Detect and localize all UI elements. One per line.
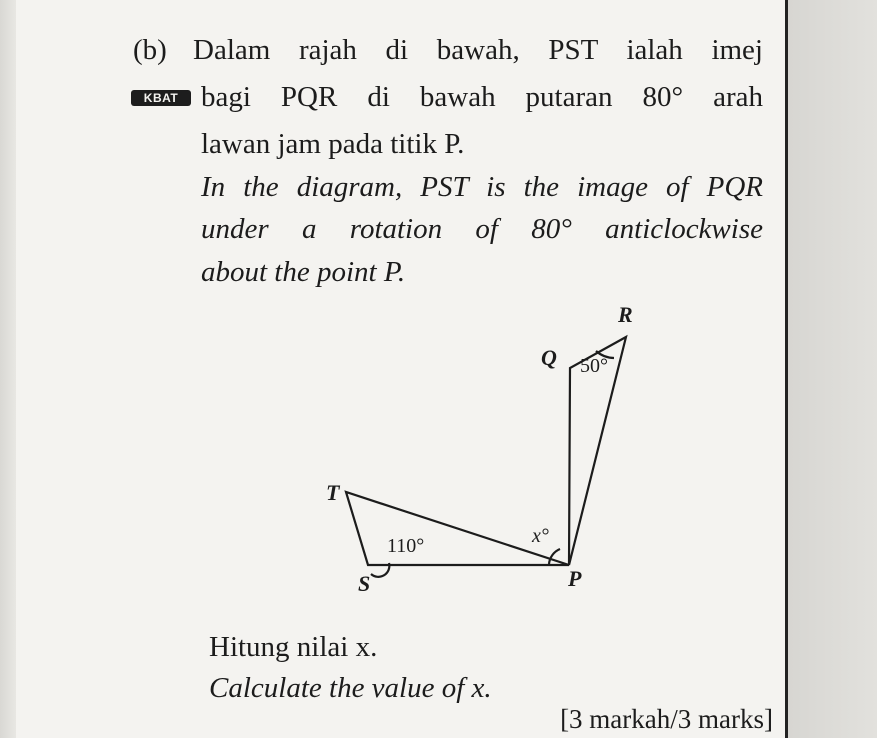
english-line-2: under a rotation of 80° anticlockwise xyxy=(201,213,763,245)
label-p: P xyxy=(568,566,582,591)
malay-line-1: Dalam rajah di bawah, PST ialah imej xyxy=(193,34,763,66)
english-line-1: In the diagram, PST is the image of PQR xyxy=(201,171,763,203)
english-line-3: about the point P. xyxy=(201,256,406,288)
instruction-english: Calculate the value of x. xyxy=(209,672,492,704)
kbat-badge: KBAT xyxy=(131,90,191,106)
malay-line-3: lawan jam pada titik P. xyxy=(201,128,465,160)
label-t: T xyxy=(326,480,340,505)
angle-value-s: 110° xyxy=(387,535,425,557)
marks-allocation: [3 markah/3 marks] xyxy=(560,704,773,734)
label-r: R xyxy=(618,302,633,327)
angle-value-r: 50° xyxy=(580,355,608,377)
instruction-malay: Hitung nilai x. xyxy=(209,631,378,663)
label-q: Q xyxy=(541,345,557,370)
part-label: (b) xyxy=(133,34,167,66)
angle-value-p: x° xyxy=(532,525,549,547)
label-s: S xyxy=(358,571,371,596)
malay-line-2: bagi PQR di bawah putaran 80° arah xyxy=(201,81,763,113)
